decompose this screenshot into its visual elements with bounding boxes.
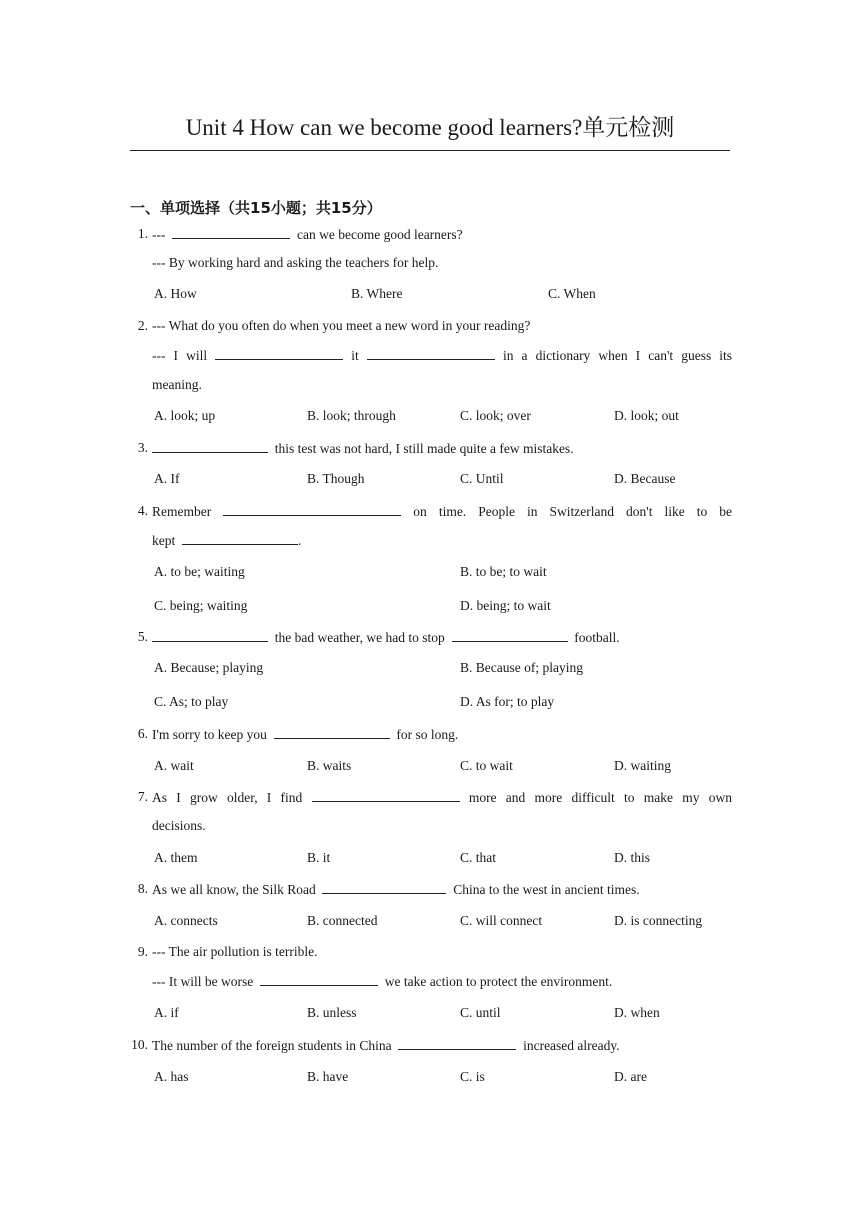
question-stem: --- can we become good learners? <box>152 224 463 245</box>
option-a[interactable]: A. If <box>154 471 180 486</box>
question-number: 8. <box>137 881 148 896</box>
question-stem: I'm sorry to keep you for so long. <box>152 724 458 745</box>
question-line: kept . <box>152 530 301 551</box>
answer-blank[interactable] <box>215 345 343 360</box>
question-line: meaning. <box>152 377 202 392</box>
option-d[interactable]: D. is connecting <box>614 913 703 928</box>
option-b[interactable]: B. Where <box>351 286 403 301</box>
question-number: 9. <box>137 944 148 959</box>
option-b[interactable]: B. waits <box>307 758 352 773</box>
section-heading: 一、单项选择（共15小题；共15分） <box>130 199 382 217</box>
option-c[interactable]: C. As; to play <box>154 694 229 709</box>
title-divider <box>130 150 730 151</box>
question-line: decisions. <box>152 818 206 833</box>
question-stem: As I grow older, I find more and more difficult to make my own <box>152 787 732 808</box>
question-stem: the bad weather, we had to stop football. <box>152 627 620 648</box>
option-d[interactable]: D. Because <box>614 471 676 486</box>
option-b[interactable]: B. have <box>307 1069 349 1084</box>
option-d[interactable]: D. when <box>614 1005 660 1020</box>
option-c[interactable]: C. being; waiting <box>154 598 248 613</box>
answer-blank[interactable] <box>367 345 495 360</box>
answer-blank[interactable] <box>398 1035 516 1050</box>
option-c[interactable]: C. will connect <box>460 913 543 928</box>
question-line: --- The air pollution is terrible. <box>152 944 318 959</box>
answer-blank[interactable] <box>322 879 446 894</box>
option-d[interactable]: D. look; out <box>614 408 679 423</box>
answer-blank[interactable] <box>172 224 290 239</box>
question-number: 10. <box>131 1037 148 1052</box>
question-number: 2. <box>137 318 148 333</box>
option-b[interactable]: B. connected <box>307 913 378 928</box>
answer-blank[interactable] <box>182 530 298 545</box>
option-a[interactable]: A. Because; playing <box>154 660 264 675</box>
option-a[interactable]: A. wait <box>154 758 194 773</box>
question-number: 3. <box>137 440 148 455</box>
question-number: 7. <box>137 789 148 804</box>
question-number: 5. <box>137 629 148 644</box>
option-c[interactable]: C. look; over <box>460 408 531 423</box>
option-a[interactable]: A. to be; waiting <box>154 564 245 579</box>
answer-blank[interactable] <box>260 971 378 986</box>
answer-blank[interactable] <box>452 627 568 642</box>
option-a[interactable]: A. them <box>154 850 198 865</box>
option-d[interactable]: D. waiting <box>614 758 671 773</box>
option-d[interactable]: D. are <box>614 1069 647 1084</box>
question-stem: Remember on time. People in Switzerland don't like to be <box>152 501 732 522</box>
page-title: Unit 4 How can we become good learners?单元检测 <box>185 115 675 140</box>
option-c[interactable]: C. When <box>548 286 596 301</box>
answer-blank[interactable] <box>223 501 401 516</box>
answer-blank[interactable] <box>152 438 268 453</box>
answer-blank[interactable] <box>152 627 268 642</box>
question-stem: The number of the foreign students in China increased already. <box>152 1035 620 1056</box>
option-a[interactable]: A. connects <box>154 913 218 928</box>
option-c[interactable]: C. is <box>460 1069 485 1084</box>
question-stem: --- It will be worse we take action to protect the environment. <box>152 971 612 992</box>
option-b[interactable]: B. it <box>307 850 331 865</box>
question-line: --- By working hard and asking the teachers for help. <box>152 255 439 270</box>
option-b[interactable]: B. look; through <box>307 408 396 423</box>
question-stem: --- I will it in a dictionary when I can't guess its <box>152 345 732 366</box>
option-a[interactable]: A. look; up <box>154 408 216 423</box>
option-a[interactable]: A. if <box>154 1005 179 1020</box>
option-c[interactable]: C. to wait <box>460 758 513 773</box>
question-line: --- What do you often do when you meet a new word in your reading? <box>152 318 531 333</box>
option-a[interactable]: A. How <box>154 286 197 301</box>
option-b[interactable]: B. Though <box>307 471 365 486</box>
question-stem: As we all know, the Silk Road China to the west in ancient times. <box>152 879 640 900</box>
question-number: 6. <box>137 726 148 741</box>
answer-blank[interactable] <box>312 787 460 802</box>
option-d[interactable]: D. this <box>614 850 651 865</box>
option-d[interactable]: D. being; to wait <box>460 598 551 613</box>
option-b[interactable]: B. unless <box>307 1005 357 1020</box>
answer-blank[interactable] <box>274 724 390 739</box>
option-d[interactable]: D. As for; to play <box>460 694 555 709</box>
option-b[interactable]: B. to be; to wait <box>460 564 547 579</box>
question-number: 4. <box>137 503 148 518</box>
question-stem: this test was not hard, I still made quite a few mistakes. <box>152 438 574 459</box>
option-b[interactable]: B. Because of; playing <box>460 660 583 675</box>
option-c[interactable]: C. until <box>460 1005 501 1020</box>
option-c[interactable]: C. that <box>460 850 496 865</box>
option-a[interactable]: A. has <box>154 1069 189 1084</box>
question-number: 1. <box>137 226 148 241</box>
option-c[interactable]: C. Until <box>460 471 504 486</box>
